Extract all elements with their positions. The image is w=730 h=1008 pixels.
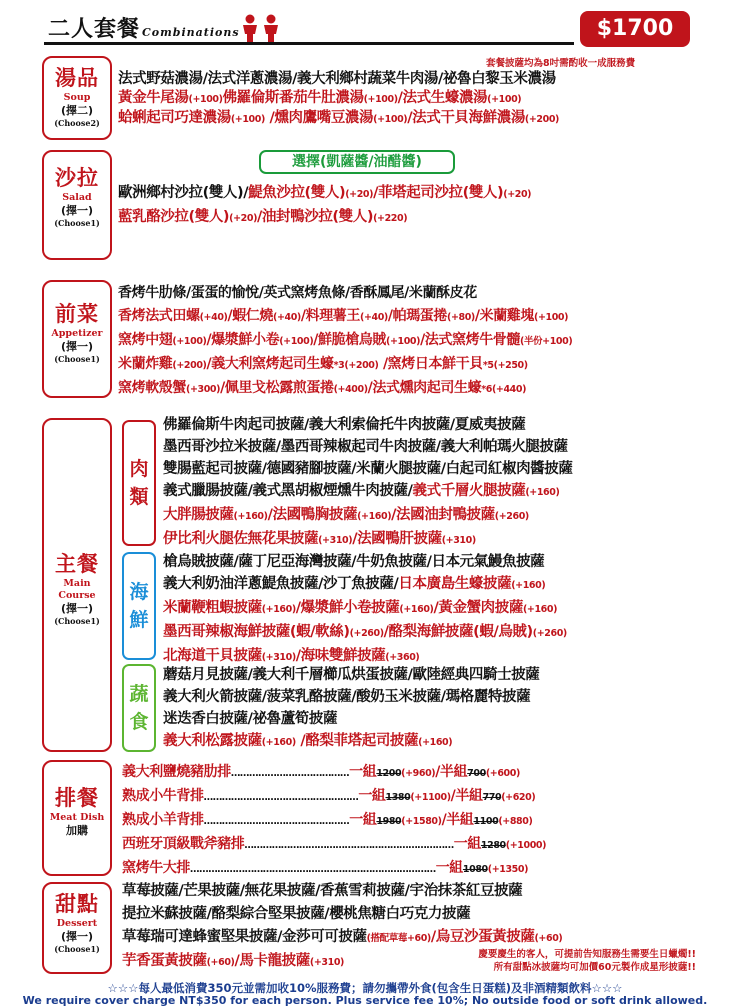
- meatdish-one-new: (+1580): [401, 816, 442, 827]
- meatdish-half-new: (+600): [485, 768, 520, 779]
- menu-item-text: (+40): [199, 312, 228, 323]
- menu-item-text: (+100): [230, 114, 265, 125]
- menu-item-text: 義大利火箭披薩/菠菜乳酪披薩/酸奶玉米披薩/瑪格麗特披薩: [163, 689, 531, 705]
- menu-item-text: 墨西哥沙拉米披薩/墨西哥辣椒起司牛肉披薩/義大利帕瑪火腿披薩: [163, 439, 568, 455]
- title-zh: 二人套餐: [48, 17, 141, 42]
- menu-item-text: 黃金牛尾湯: [118, 90, 189, 106]
- menu-line: [163, 686, 539, 708]
- category-en-1: Main: [63, 578, 91, 589]
- menu-item-text: /爆漿鮮小卷披薩: [295, 600, 400, 616]
- menu-item-text: (+40): [273, 312, 301, 323]
- category-zh: 前菜: [55, 302, 99, 326]
- meatdish-row: [122, 761, 546, 785]
- menu-item-text: 米蘭炸雞: [118, 356, 173, 372]
- category-zh: 湯品: [55, 66, 99, 90]
- menu-item-text: (+60): [206, 957, 235, 968]
- menu-item-text: (+20): [345, 189, 374, 200]
- menu-item-text: /菲塔起司沙拉(雙人): [373, 185, 504, 201]
- meatdish-dots: ……………………………………………………………: [244, 840, 454, 851]
- menu-item-text: (+160): [418, 737, 453, 748]
- menu-item-text: (+160): [261, 737, 296, 748]
- menu-item-text: (搭配草莓+60): [366, 933, 431, 944]
- menu-item-text: 鯷魚沙拉(雙人): [248, 185, 346, 201]
- menu-item-text: 法式野菇濃湯/法式洋蔥濃湯/義大利鄉村蔬菜牛肉湯/祕魯白黎玉米濃湯: [118, 71, 556, 87]
- menu-item-text: (+200): [524, 114, 559, 125]
- meatdish-half: /半組: [435, 764, 468, 780]
- meatdish-one-new: (+1000): [505, 840, 547, 851]
- menu-line: [118, 329, 572, 353]
- category-dessert: [42, 882, 112, 974]
- menu-item-text: (+400): [333, 384, 368, 395]
- menu-item-text: (+360): [385, 652, 420, 663]
- menu-line: [163, 436, 573, 458]
- veg-list: [163, 664, 539, 754]
- menu-item-text: (+260): [494, 511, 529, 522]
- category-pick: (擇二): [60, 104, 94, 117]
- meatdish-one: 一組: [453, 836, 481, 852]
- menu-title: [48, 12, 240, 43]
- category-en: Meat Dish: [49, 812, 105, 823]
- category-extra: 加購: [66, 824, 88, 837]
- sub-label-1: 肉: [129, 458, 149, 480]
- meatdish-half-old: 700: [467, 768, 486, 779]
- menu-item-text: 提拉米蘇披薩/酪梨綜合堅果披薩/櫻桃焦糖白巧克力披薩: [122, 906, 471, 922]
- meatdish-half-old: 770: [482, 792, 502, 803]
- menu-item-text: 北海道干貝披薩: [163, 648, 262, 664]
- menu-item-text: (+100): [279, 336, 314, 347]
- menu-item-text: /黃金蟹肉披薩: [433, 600, 523, 616]
- menu-item-text: (+160): [522, 604, 558, 615]
- footer-zh: ☆☆☆每人最低消費350元並需加收10%服務費；請勿攜帶外食(包含生日蛋糕)及非酒精類飲料☆☆☆: [107, 981, 623, 995]
- meatdish-half-new: (+620): [501, 792, 536, 803]
- meatdish-half-new: (+880): [498, 816, 533, 827]
- meatdish-one-new: (+960): [401, 768, 436, 779]
- menu-item-text: 義式千層火腿披薩: [412, 483, 526, 499]
- menu-item-text: (+260): [532, 628, 567, 639]
- menu-item-text: (+100): [373, 114, 408, 125]
- menu-item-text: (+310): [318, 535, 353, 546]
- menu-item-text: /酪梨菲塔起司披薩: [295, 733, 419, 749]
- menu-line: [163, 528, 573, 552]
- menu-item-text: /法式生蠔濃湯: [397, 90, 488, 106]
- meatdish-list: [122, 761, 546, 881]
- category-choose: (Choose1): [54, 616, 100, 626]
- menu-line: [163, 708, 539, 730]
- menu-line: [163, 730, 539, 754]
- menu-line: [163, 551, 567, 573]
- category-pick: (擇一): [60, 602, 94, 615]
- menu-line: [122, 926, 562, 950]
- category-meatdish: [42, 760, 112, 876]
- menu-item-text: *3(+200): [333, 360, 379, 371]
- two-people-icon: [238, 14, 284, 44]
- meatdish-one: 一組: [358, 788, 386, 804]
- meatdish-name: 西班牙頂級戰斧豬排: [122, 836, 245, 852]
- meatdish-name: 熟成小牛背排: [122, 788, 204, 804]
- menu-line: [118, 377, 572, 401]
- meatdish-one-old: 1080: [462, 864, 488, 875]
- meatdish-half: /半組: [441, 812, 474, 828]
- menu-item-text: 伊比利火腿佐無花果披薩: [163, 531, 319, 547]
- menu-item-text: /酪梨海鮮披薩(蝦/烏賊): [383, 624, 533, 640]
- menu-item-text: 蘑菇月見披薩/義大利千層櫛瓜烘蛋披薩/歐陸經典四騎士披薩: [163, 667, 540, 683]
- menu-item-text: (+100): [363, 94, 398, 105]
- menu-line: [118, 109, 559, 129]
- menu-line: [163, 597, 567, 621]
- category-zh: 甜點: [55, 892, 99, 916]
- sub-label-2: 類: [129, 486, 149, 508]
- menu-line: [163, 458, 573, 480]
- menu-item-text: 草莓披薩/芒果披薩/無花果披薩/香蕉雪莉披薩/宇治抹茶紅豆披薩: [122, 883, 523, 899]
- menu-item-text: 日本廣島生蠔披薩: [398, 576, 512, 592]
- menu-item-text: (+20): [229, 213, 258, 224]
- category-en: Soup: [63, 92, 91, 103]
- price-badge: $1700: [580, 11, 690, 47]
- menu-item-text: *5(+250): [482, 360, 528, 371]
- salad-dressing-choice: 選擇(凱薩醬/油醋醬): [259, 150, 455, 174]
- category-choose: (Choose1): [54, 944, 100, 954]
- menu-item-text: 義式臘腸披薩/義式黑胡椒煙燻牛肉披薩/: [163, 483, 413, 499]
- meatdish-name: 窯烤牛大排: [122, 860, 190, 876]
- menu-item-text: 義大利松露披薩: [163, 733, 262, 749]
- menu-line: [118, 353, 572, 377]
- menu-item-text: (+200): [172, 360, 207, 371]
- menu-item-text: /法國鴨胸披薩: [267, 507, 358, 523]
- menu-line: [118, 206, 531, 230]
- menu-item-text: (+310): [261, 652, 296, 663]
- meatdish-dots: …………………………………………: [203, 816, 350, 827]
- category-pick: (擇一): [60, 340, 94, 353]
- menu-line: [118, 70, 559, 89]
- meatdish-row: [122, 785, 546, 809]
- meatdish-half-old: 1100: [473, 816, 499, 827]
- meatdish-one-old: 1380: [385, 792, 411, 803]
- menu-item-text: /法式燻肉起司生蠔: [367, 380, 482, 396]
- menu-item-text: /佩里戈松露煎蛋捲: [220, 380, 334, 396]
- sub-label-2: 鮮: [129, 609, 149, 631]
- category-main: [42, 418, 112, 752]
- menu-item-text: (+310): [441, 535, 476, 546]
- menu-item-text: (+80): [447, 312, 475, 323]
- promo-star-pizza: 所有甜點冰披薩均可加價60元製作成星形披薩!!: [493, 962, 696, 973]
- menu-item-text: /蝦仁燒: [227, 308, 273, 324]
- menu-item-text: (+60): [534, 933, 563, 944]
- menu-item-text: (+160): [511, 580, 546, 591]
- menu-line: [122, 880, 562, 903]
- dessert-promo: [414, 948, 696, 974]
- menu-item-text: 歐洲鄉村沙拉(雙人)/: [118, 185, 249, 201]
- menu-item-text: /烏豆沙蛋黃披薩: [430, 929, 535, 945]
- meatdish-dots: ………………………………………………………………………: [190, 864, 436, 875]
- menu-item-text: 大胖腸披薩: [163, 507, 234, 523]
- meatdish-half: /半組: [450, 788, 483, 804]
- menu-item-text: (+160): [525, 487, 560, 498]
- menu-item-text: (+300): [186, 384, 221, 395]
- meat-list: [163, 414, 573, 552]
- category-salad: [42, 150, 112, 260]
- menu-item-text: (半份+100): [520, 336, 573, 347]
- meatdish-one: 一組: [435, 860, 463, 876]
- category-choose: (Choose2): [54, 118, 100, 128]
- menu-line: [163, 480, 573, 504]
- menu-item-text: 佛羅倫斯牛肉起司披薩/義大利索倫托牛肉披薩/夏威夷披薩: [163, 417, 526, 433]
- menu-item-text: 草莓瑞可達蜂蜜堅果披薩/金莎可可披薩: [122, 929, 367, 945]
- meatdish-one: 一組: [349, 812, 377, 828]
- meatdish-one: 一組: [349, 764, 377, 780]
- sub-label-1: 蔬: [129, 683, 149, 705]
- menu-item-text: (+260): [349, 628, 384, 639]
- title-underline: [44, 42, 574, 45]
- menu-item-text: /鮮脆槍烏賊: [313, 332, 386, 348]
- category-zh: 排餐: [55, 786, 99, 810]
- menu-item-text: (+40): [360, 312, 388, 323]
- menu-item-text: 迷迭香白披薩/祕魯蘆筍披薩: [163, 711, 338, 727]
- menu-item-text: /米蘭雞塊: [474, 308, 534, 324]
- menu-item-text: /燻肉鷹嘴豆濃湯: [264, 110, 374, 126]
- category-en: Dessert: [56, 918, 98, 929]
- menu-item-text: 芋香蛋黃披薩: [122, 953, 207, 969]
- menu-item-text: 藍乳酪沙拉(雙人): [118, 209, 230, 225]
- menu-item-text: /馬卡龍披薩: [234, 953, 310, 969]
- menu-item-text: 窯烤軟殼蟹: [118, 380, 186, 396]
- menu-item-text: 蛤蜊起司巧達濃湯: [118, 110, 231, 126]
- menu-item-text: (+160): [261, 604, 296, 615]
- salad-list: [118, 182, 531, 230]
- menu-item-text: (+220): [373, 213, 408, 224]
- menu-item-text: (+160): [233, 511, 268, 522]
- menu-item-text: 雙腸藍起司披薩/德國豬腳披薩/米蘭火腿披薩/白起司紅椒肉醬披薩: [163, 461, 573, 477]
- title-en: Combinations: [142, 26, 240, 39]
- category-en-2: Course: [58, 590, 96, 601]
- menu-item-text: (+20): [503, 189, 532, 200]
- menu-item-text: /油封鴨沙拉(雙人): [257, 209, 374, 225]
- menu-item-text: /窯烤日本鮮干貝: [378, 356, 483, 372]
- category-appetizer: [42, 280, 112, 398]
- menu-item-text: /法式窯烤牛骨髓: [420, 332, 520, 348]
- menu-item-text: (+160): [399, 604, 434, 615]
- menu-line: [163, 621, 567, 645]
- category-zh: 主餐: [55, 552, 99, 576]
- menu-header: [0, 0, 730, 54]
- menu-item-text: (+100): [386, 336, 421, 347]
- menu-item-text: /料理薯王: [300, 308, 360, 324]
- subcategory-seafood: [122, 552, 156, 660]
- category-en: Appetizer: [51, 328, 103, 339]
- menu-line: [163, 573, 567, 597]
- menu-item-text: 香烤法式田螺: [118, 308, 200, 324]
- subcategory-meat: [122, 420, 156, 546]
- appetizer-list: [118, 282, 572, 401]
- footer-en: We require cover charge NT$350 for each person. Plus service fee 10%; No outside food or soft drink allowed.: [22, 994, 708, 1007]
- menu-item-text: 香烤牛肋條/蛋蛋的愉悅/英式窯烤魚條/香酥鳳尾/米蘭酥皮花: [118, 285, 477, 301]
- menu-item-text: /爆漿鮮小卷: [206, 332, 280, 348]
- menu-item-text: (+160): [357, 511, 392, 522]
- category-pick: (擇一): [60, 930, 94, 943]
- menu-line: [163, 504, 573, 528]
- menu-line: [163, 414, 573, 436]
- soup-list: [118, 70, 559, 129]
- menu-item-text: (+100): [188, 94, 223, 105]
- menu-line: [118, 305, 572, 329]
- meatdish-name: 義大利鹽燒豬肋排: [122, 764, 231, 780]
- menu-item-text: /法國油封鴨披薩: [391, 507, 495, 523]
- menu-item-text: 米蘭鞭粗蝦披薩: [163, 600, 262, 616]
- meatdish-one-old: 1200: [376, 768, 402, 779]
- meatdish-name: 熟成小羊背排: [122, 812, 204, 828]
- meatdish-row: [122, 857, 546, 881]
- category-soup: [42, 56, 112, 140]
- seafood-list: [163, 551, 567, 669]
- menu-item-text: /法式干貝海鮮濃湯: [407, 110, 525, 126]
- meatdish-one-new: (+1100): [410, 792, 451, 803]
- subcategory-veg: [122, 664, 156, 752]
- menu-item-text: (+100): [172, 336, 207, 347]
- meatdish-row: [122, 833, 546, 857]
- menu-item-text: 窯烤中翅: [118, 332, 173, 348]
- menu-item-text: 墨西哥辣椒海鮮披薩(蝦/軟絲): [163, 624, 350, 640]
- promo-birthday: 慶要慶生的客人，可提前告知服務生需要生日蠟燭!!: [478, 949, 696, 960]
- meatdish-one-new: (+1350): [487, 864, 529, 875]
- menu-line: [118, 182, 531, 206]
- menu-item-text: 義大利奶油洋蔥鯷魚披薩/沙丁魚披薩/: [163, 576, 399, 592]
- menu-item-text: *6(+440): [481, 384, 527, 395]
- sub-label-1: 海: [129, 581, 149, 603]
- menu-line: [118, 89, 559, 109]
- meatdish-dots: …………………………………: [230, 768, 350, 779]
- category-pick: (擇一): [60, 204, 94, 217]
- menu-line: [163, 664, 539, 686]
- menu-item-text: (+310): [309, 957, 344, 968]
- menu-item-text: /海味雙鮮披薩: [295, 648, 386, 664]
- category-choose: (Choose1): [54, 354, 100, 364]
- menu-item-text: /帕瑪蛋捲: [387, 308, 447, 324]
- pizza-note: 套餐披薩均為8吋需酌收一成服務費: [486, 58, 636, 69]
- meatdish-one-old: 1980: [376, 816, 402, 827]
- category-choose: (Choose1): [54, 218, 100, 228]
- menu-item-text: /法國鴨肝披薩: [352, 531, 442, 547]
- meatdish-one-old: 1280: [480, 840, 506, 851]
- meatdish-row: [122, 809, 546, 833]
- category-zh: 沙拉: [55, 166, 99, 190]
- menu-line: [118, 282, 572, 305]
- menu-item-text: (+100): [534, 312, 569, 323]
- meatdish-dots: ……………………………………………: [203, 792, 359, 803]
- category-en: Salad: [62, 192, 92, 203]
- menu-line: [122, 903, 562, 926]
- sub-label-2: 食: [129, 711, 149, 733]
- menu-item-text: /義大利窯烤起司生蠔: [206, 356, 334, 372]
- menu-item-text: (+100): [487, 94, 522, 105]
- menu-item-text: 槍烏賊披薩/薩丁尼亞海灣披薩/牛奶魚披薩/日本元氣鰻魚披薩: [163, 554, 545, 570]
- menu-item-text: 佛羅倫斯番茄牛肚濃湯: [222, 90, 364, 106]
